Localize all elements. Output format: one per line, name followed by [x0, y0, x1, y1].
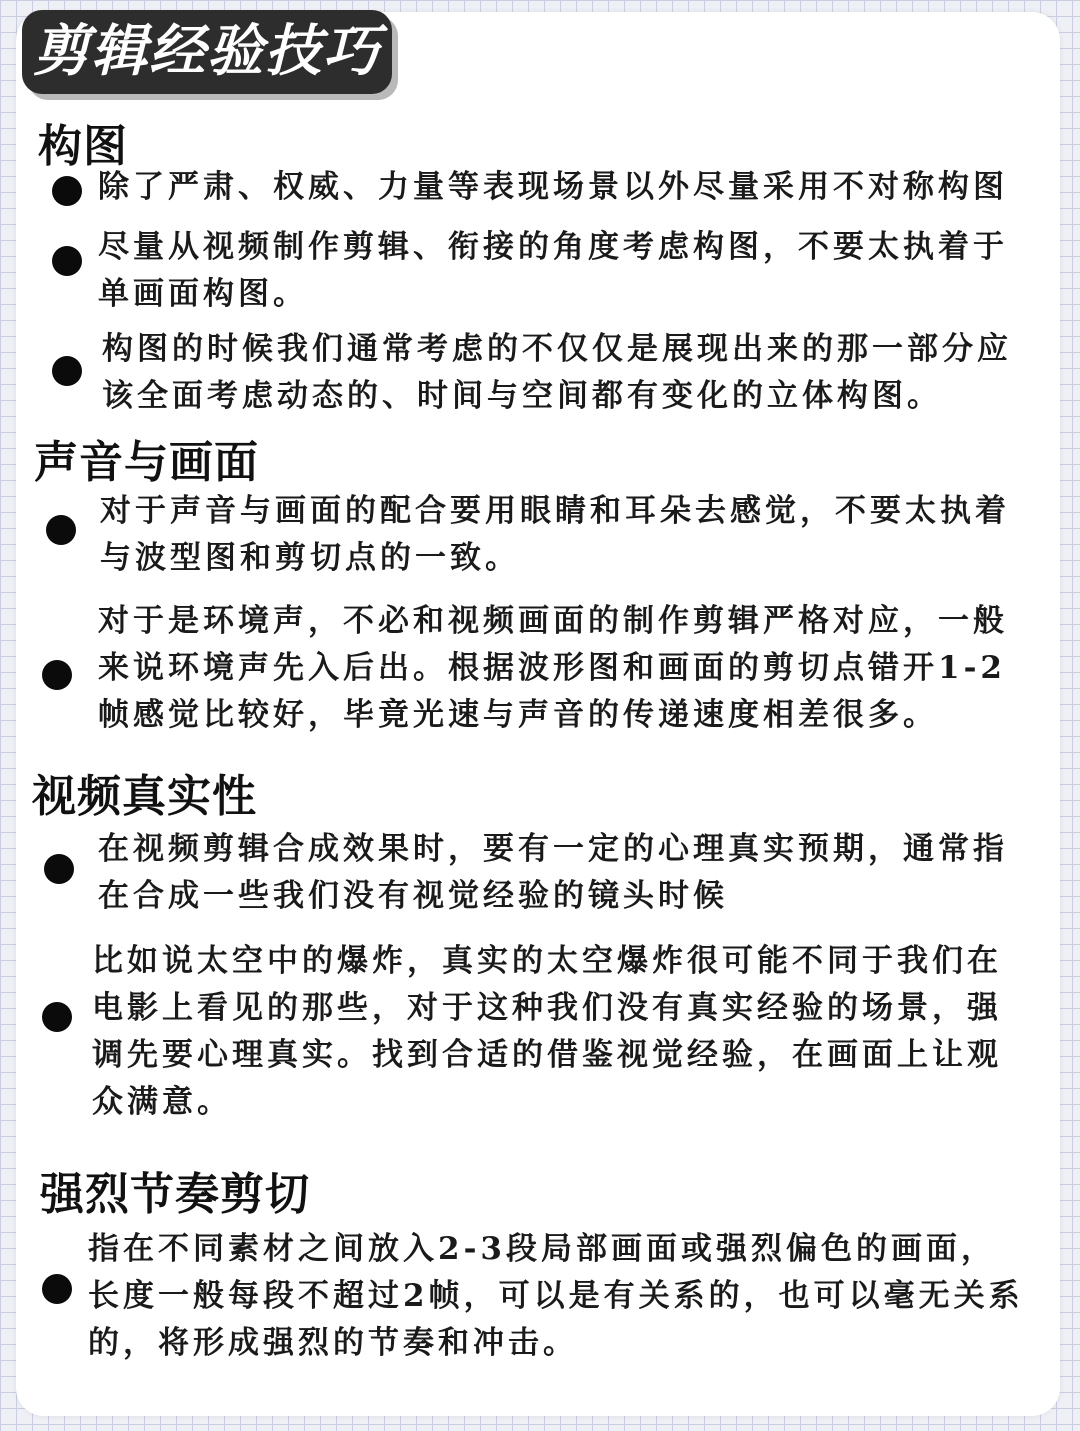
section-heading-rhythm-cut: 强烈节奏剪切 — [40, 1169, 310, 1220]
bullet-dot — [42, 1274, 72, 1304]
bullet-text: 构图的时候我们通常考虑的不仅仅是展现出来的那一部分应 该全面考虑动态的、时间与空间都有变化的立体构图。 — [102, 331, 1012, 414]
bullet-text: 对于是环境声，不必和视频画面的制作剪辑严格对应，一般 来说环境声先入后出。根据波形图和画面的剪切点错开1-2 帧感觉比较好，毕竟光速与声音的传递速度相差很多。 — [98, 603, 1008, 733]
section-heading-composition: 构图 — [38, 121, 128, 172]
page-title: 剪辑经验技巧 — [22, 10, 392, 94]
section-heading-sound-picture: 声音与画面 — [34, 437, 259, 488]
bullet-text: 尽量从视频制作剪辑、衔接的角度考虑构图，不要太执着于 单画面构图。 — [98, 229, 1008, 312]
bullet-dot — [42, 660, 72, 690]
bullet-text: 除了严肃、权威、力量等表现场景以外尽量采用不对称构图 — [98, 169, 1008, 205]
bullet-text: 对于声音与画面的配合要用眼睛和耳朵去感觉，不要太执着 与波型图和剪切点的一致。 — [100, 493, 1010, 576]
bullet-dot — [52, 176, 82, 206]
bullet-dot — [44, 854, 74, 884]
bullet-dot — [52, 246, 82, 276]
section-heading-video-realism: 视频真实性 — [32, 771, 257, 822]
bullet-dot — [46, 515, 76, 545]
bullet-text: 在视频剪辑合成效果时，要有一定的心理真实预期，通常指 在合成一些我们没有视觉经验的镜头时候 — [98, 831, 1008, 914]
bullet-text: 指在不同素材之间放入2-3段局部画面或强烈偏色的画面， 长度一般每段不超过2帧，可以是有关系的，也可以毫无关系 的，将形成强烈的节奏和冲击。 — [88, 1231, 1024, 1361]
bullet-text: 比如说太空中的爆炸，真实的太空爆炸很可能不同于我们在 电影上看见的那些，对于这种我们没有真实经验的场景，强 调先要心理真实。找到合适的借鉴视觉经验，在画面上让观 众满意。 — [92, 943, 1002, 1120]
bullet-dot — [42, 1002, 72, 1032]
bullet-dot — [52, 356, 82, 386]
